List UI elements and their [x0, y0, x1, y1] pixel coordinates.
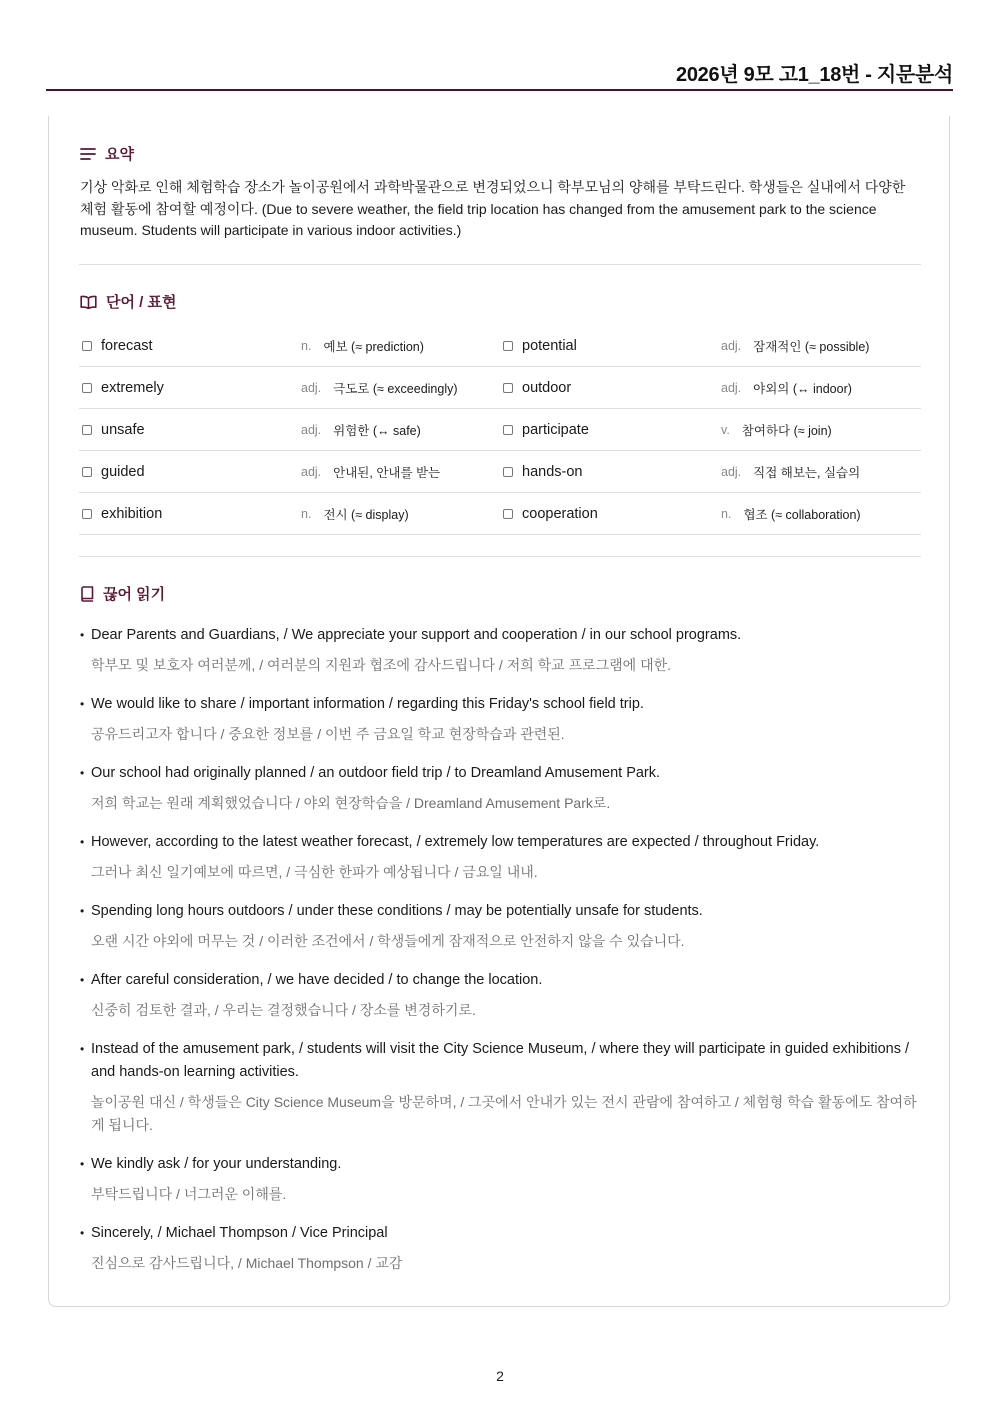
- vocab-part-of-speech: n.: [301, 506, 312, 521]
- vocab-meaning: 협조 (≈ collaboration): [743, 507, 861, 522]
- vocab-checkbox[interactable]: [503, 425, 513, 435]
- vocab-word: cooperation: [522, 505, 598, 522]
- vocab-definition-cell: [301, 451, 440, 492]
- vocab-checkbox[interactable]: [82, 509, 92, 519]
- vocab-checkbox[interactable]: [503, 341, 513, 351]
- reading-item: [80, 693, 920, 746]
- reading-english: • We kindly ask / for your understanding.: [80, 1153, 920, 1176]
- vocab-word: hands-on: [522, 463, 583, 480]
- vocab-meaning: 야외의 (↔ indoor): [753, 381, 852, 396]
- reading-english: • We would like to share / important information / regarding this Friday's school field trip.: [80, 693, 920, 716]
- reading-korean: 오랜 시간 야외에 머무는 것 / 이러한 조건에서 / 학생들에게 잠재적으로 안전하지 않을 수 있습니다.: [91, 933, 685, 949]
- vocab-part-of-speech: adj.: [721, 464, 742, 479]
- vocab-meaning: 전시 (≈ display): [323, 507, 409, 522]
- reading-english: • Our school had originally planned / an outdoor field trip / to Dreamland Amusement Park.: [80, 762, 920, 785]
- vocab-word: guided: [101, 463, 145, 480]
- vocab-word: extremely: [101, 379, 164, 396]
- vocab-word-cell: [82, 325, 153, 366]
- reading-english: • Dear Parents and Guardians, / We appreciate your support and cooperation / in our school programs.: [80, 624, 920, 647]
- vocab-word-cell: [82, 451, 145, 492]
- vocab-heading: [80, 291, 176, 312]
- vocab-part-of-speech: adj.: [301, 464, 322, 479]
- reading-korean: 놀이공원 대신 / 학생들은 City Science Museum을 방문하며, / 그곳에서 안내가 있는 전시 관람에 참여하고 / 체험형 학습 활동에도 참여하게 됩니다.: [91, 1094, 917, 1133]
- divider: [79, 264, 921, 265]
- vocab-part-of-speech: v.: [721, 422, 730, 437]
- reading-korean: 신중히 검토한 결과, / 우리는 결정했습니다 / 장소를 변경하기로.: [91, 1002, 476, 1018]
- vocab-word-cell: [82, 409, 145, 450]
- divider: [79, 556, 921, 557]
- vocab-definition-cell: [721, 367, 852, 408]
- vocab-meaning: 예보 (≈ prediction): [323, 339, 424, 354]
- reading-item: [80, 900, 920, 953]
- vocab-definition-cell: [721, 451, 860, 492]
- reading-item: [80, 1222, 920, 1275]
- vocab-word-cell: [82, 367, 164, 408]
- vocab-table: [79, 325, 921, 535]
- vocab-checkbox[interactable]: [82, 383, 92, 393]
- vocab-checkbox[interactable]: [82, 425, 92, 435]
- vocab-definition-cell: [721, 493, 861, 534]
- vocab-word: unsafe: [101, 421, 145, 438]
- vocab-checkbox[interactable]: [503, 383, 513, 393]
- vocab-checkbox[interactable]: [82, 467, 92, 477]
- vocab-meaning: 참여하다 (≈ join): [741, 423, 832, 438]
- vocab-meaning: 안내된, 안내를 받는: [333, 465, 441, 480]
- reading-english: • Sincerely, / Michael Thompson / Vice Principal: [80, 1222, 920, 1245]
- reading-item: [80, 1153, 920, 1206]
- reading-item: [80, 969, 920, 1022]
- reading-korean: 그러나 최신 일기예보에 따르면, / 극심한 한파가 예상됩니다 / 금요일 내내.: [91, 864, 538, 880]
- vocab-checkbox[interactable]: [503, 509, 513, 519]
- vocab-checkbox[interactable]: [82, 341, 92, 351]
- vocab-row: [79, 325, 921, 367]
- reading-english: • After careful consideration, / we have decided / to change the location.: [80, 969, 920, 992]
- vocab-row: [79, 409, 921, 451]
- reading-english: • Spending long hours outdoors / under these conditions / may be potentially unsafe for students.: [80, 900, 920, 923]
- reading-korean: 부탁드립니다 / 너그러운 이해를.: [91, 1186, 287, 1202]
- reading-korean: 학부모 및 보호자 여러분께, / 여러분의 지원과 협조에 감사드립니다 / 저희 학교 프로그램에 대한.: [91, 657, 672, 673]
- vocab-definition-cell: [721, 325, 869, 366]
- vocab-part-of-speech: n.: [721, 506, 732, 521]
- vocab-part-of-speech: adj.: [301, 422, 322, 437]
- vocab-word-cell: [503, 409, 589, 450]
- vocab-definition-cell: [301, 493, 409, 534]
- menu-lines-icon: [80, 147, 96, 161]
- reading-item: [80, 762, 920, 815]
- vocab-definition-cell: [301, 409, 421, 450]
- reading-korean: 공유드리고자 합니다 / 중요한 정보를 / 이번 주 금요일 학교 현장학습과 관련된.: [91, 726, 565, 742]
- vocab-word: participate: [522, 421, 589, 438]
- reading-english: • However, according to the latest weather forecast, / extremely low temperatures are expected / throughout Friday.: [80, 831, 920, 854]
- vocab-word: potential: [522, 337, 577, 354]
- page-number: 2: [496, 1368, 504, 1384]
- reading-english: • Instead of the amusement park, / students will visit the City Science Museum, / where they will participate in guided exhibitions / and hands-on learning activities.: [80, 1038, 920, 1084]
- reading-korean: 저희 학교는 원래 계획했었습니다 / 야외 현장학습을 / Dreamland Amusement Park로.: [91, 795, 611, 811]
- vocab-checkbox[interactable]: [503, 467, 513, 477]
- reading-item: [80, 1038, 920, 1137]
- vocab-part-of-speech: n.: [301, 338, 312, 353]
- reading-item: [80, 624, 920, 677]
- vocab-definition-cell: [721, 409, 832, 450]
- reading-korean: 진심으로 감사드립니다, / Michael Thompson / 교감: [91, 1255, 403, 1271]
- vocab-meaning: 직접 해보는, 실습의: [753, 465, 861, 480]
- book-icon: [80, 586, 94, 602]
- vocab-part-of-speech: adj.: [721, 380, 742, 395]
- page-title: 2026년 9모 고1_18번 - 지문분석: [676, 64, 953, 86]
- vocab-row: [79, 451, 921, 493]
- vocab-definition-cell: [301, 325, 424, 366]
- vocab-word-cell: [503, 493, 598, 534]
- vocab-word-cell: [503, 325, 577, 366]
- vocab-row: [79, 493, 921, 535]
- vocab-part-of-speech: adj.: [301, 380, 322, 395]
- vocab-definition-cell: [301, 367, 458, 408]
- vocab-meaning: 극도로 (≈ exceedingly): [333, 381, 458, 396]
- summary-heading: [80, 143, 134, 164]
- vocab-part-of-speech: adj.: [721, 338, 742, 353]
- open-book-icon: [80, 295, 97, 309]
- vocab-heading-label: 단어 / 표현: [106, 294, 177, 311]
- summary-text: 기상 악화로 인해 체험학습 장소가 놀이공원에서 과학박물관으로 변경되었으니 학부모님의 양해를 부탁드린다. 학생들은 실내에서 다양한 체험 활동에 참여할 예정이다. (Due to severe weather, the field trip location has changed from the amusement park to the science museum. Students will participate in various indoor activities.): [80, 179, 906, 238]
- vocab-word: exhibition: [101, 505, 163, 522]
- vocab-word-cell: [503, 367, 571, 408]
- reading-list: [80, 624, 920, 1291]
- reading-heading-label: 끊어 읽기: [103, 586, 166, 603]
- reading-heading: [80, 583, 165, 604]
- vocab-word: outdoor: [522, 379, 572, 396]
- vocab-meaning: 위험한 (↔ safe): [333, 423, 421, 438]
- vocab-word-cell: [503, 451, 582, 492]
- reading-item: [80, 831, 920, 884]
- title-rule: [46, 89, 953, 91]
- vocab-word: forecast: [101, 337, 153, 354]
- vocab-row: [79, 367, 921, 409]
- summary-heading-label: 요약: [105, 146, 134, 163]
- vocab-meaning: 잠재적인 (≈ possible): [753, 339, 870, 354]
- vocab-word-cell: [82, 493, 162, 534]
